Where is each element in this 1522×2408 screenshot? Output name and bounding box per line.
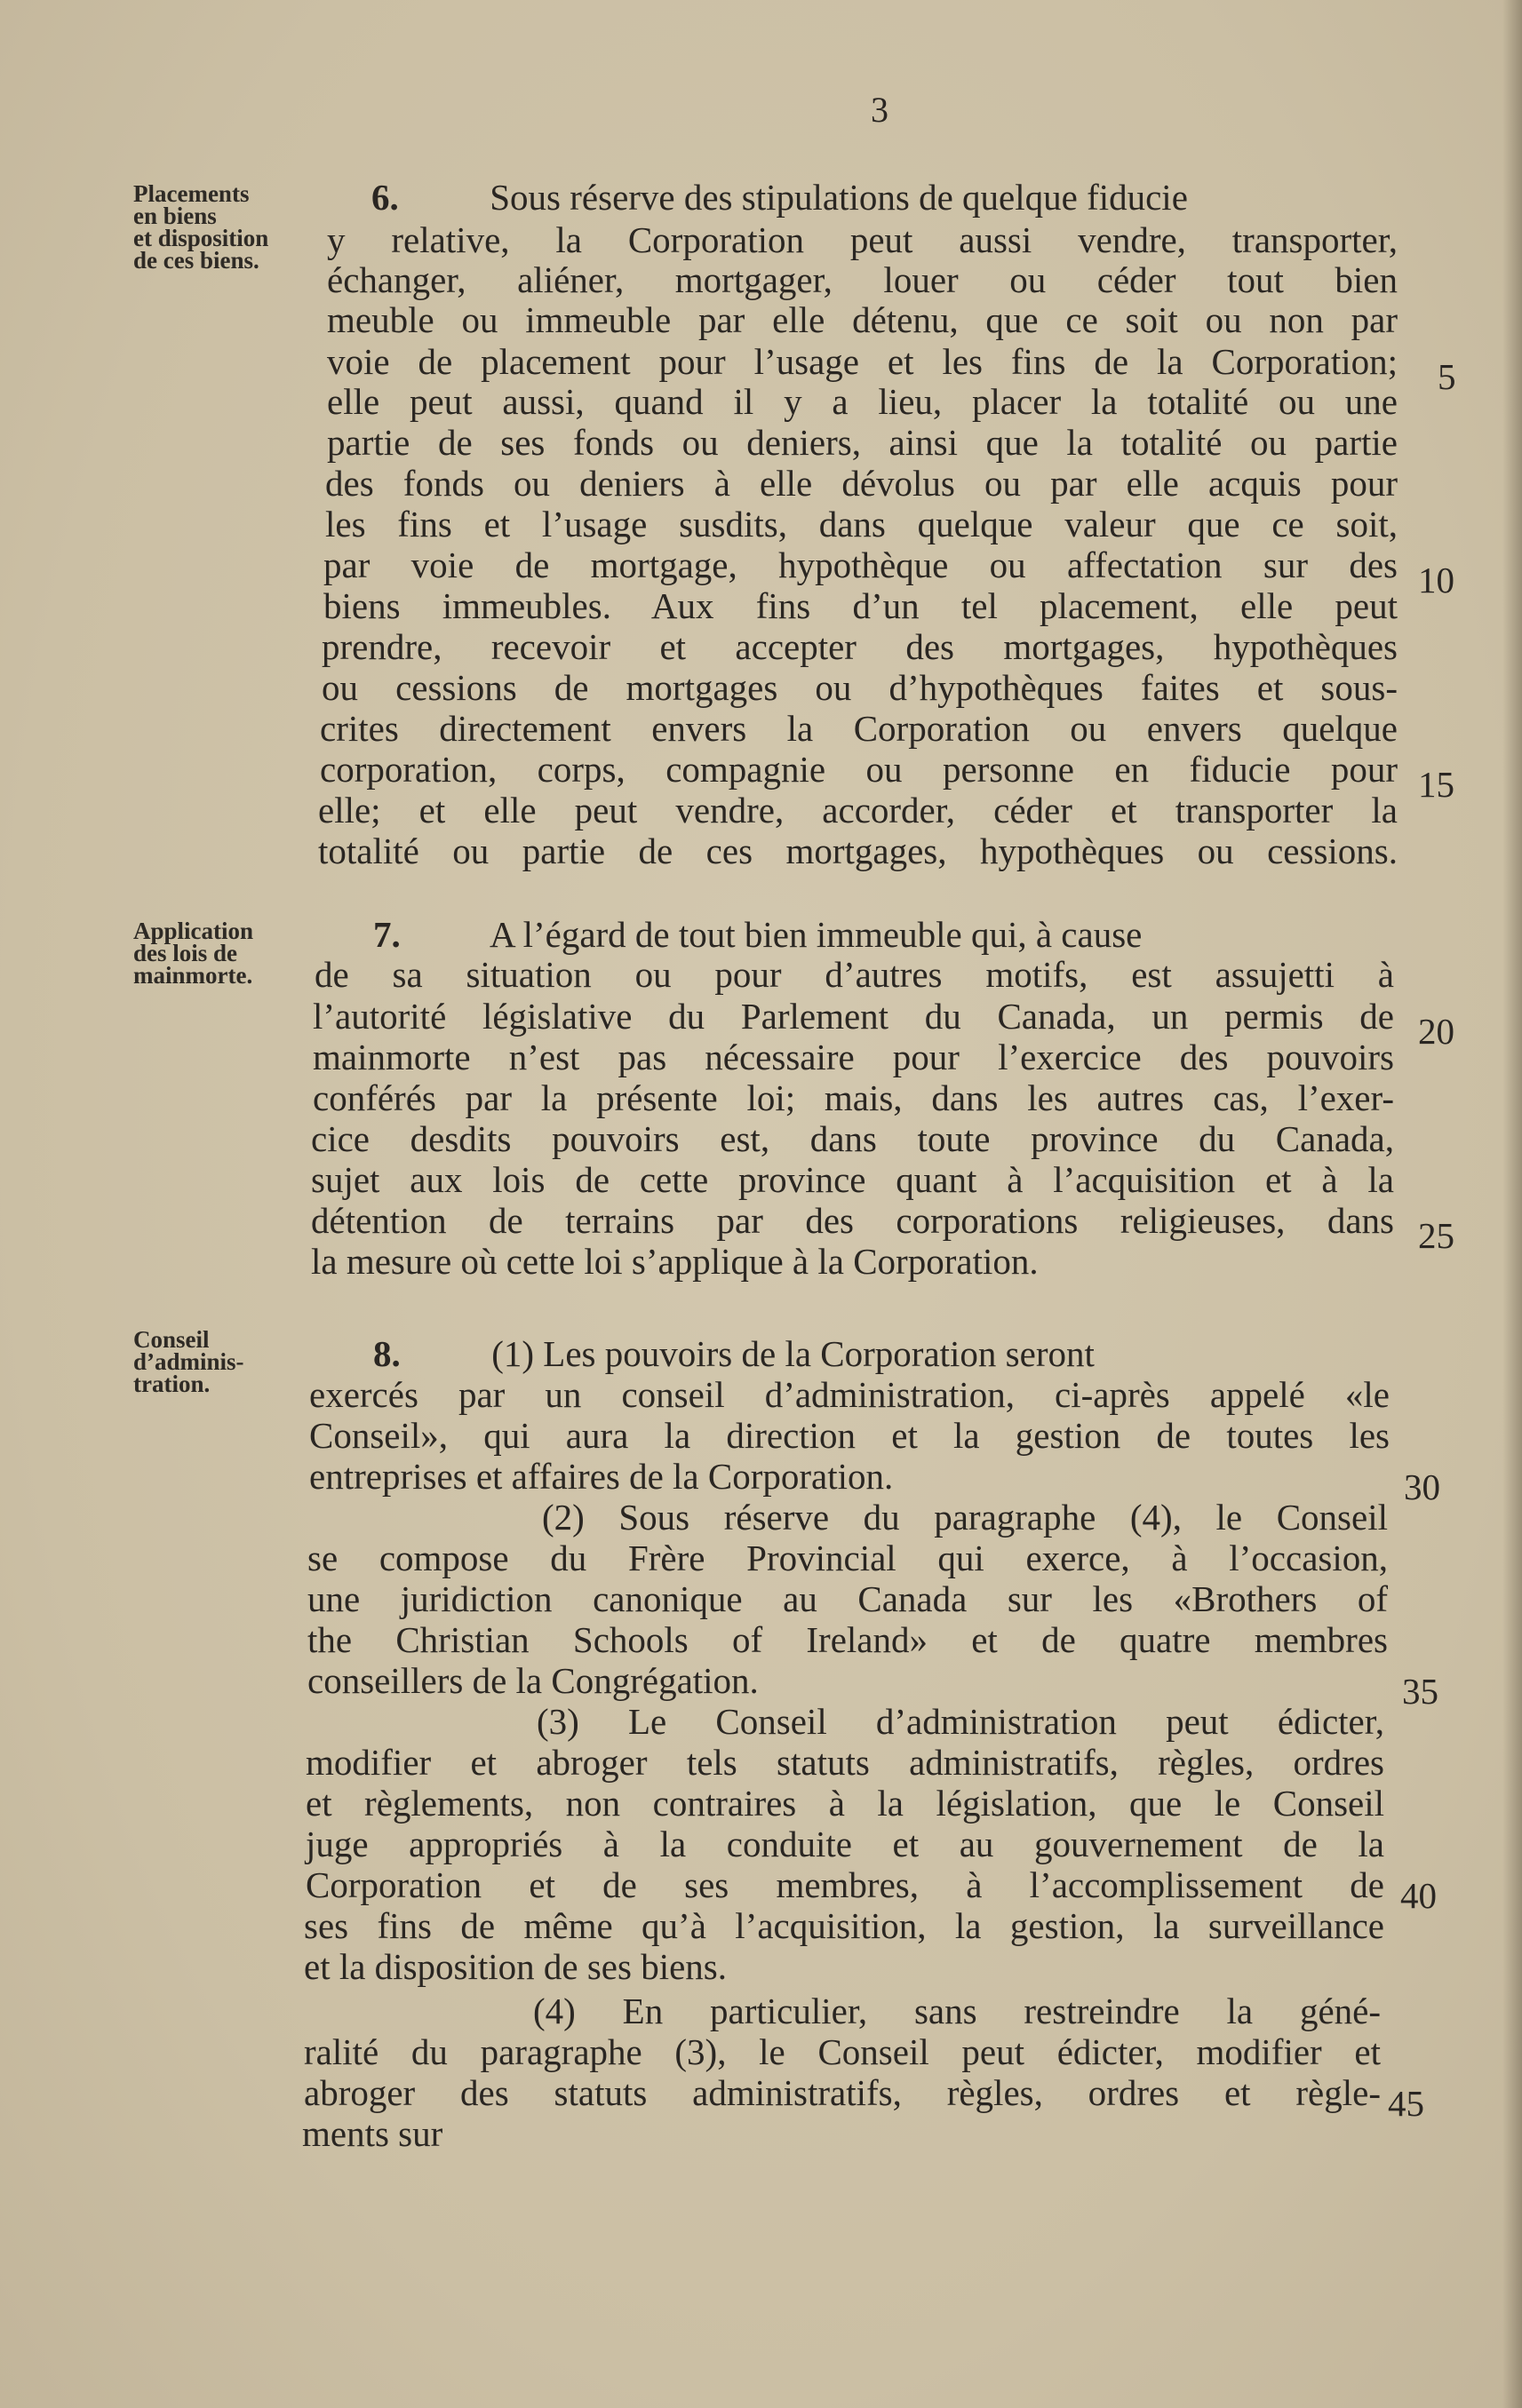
- text-line: exercés par un conseil d’administration, ci-après appelé «le: [309, 1374, 1390, 1415]
- text-line: (3) Le Conseil d’administration peut édicter,: [537, 1701, 1384, 1742]
- section-7-heading-line: [373, 913, 1142, 956]
- margin-note-line: Application: [133, 918, 254, 944]
- margin-note-line: en biens: [133, 203, 217, 229]
- line-number: 40: [1400, 1875, 1437, 1916]
- text-line: l’autorité législative du Parlement du Canada, un permis de: [313, 996, 1394, 1037]
- text-line: les fins et l’usage susdits, dans quelque valeur que ce soit,: [325, 504, 1398, 544]
- text-line: sujet aux lois de cette province quant à l’acquisition et à la: [311, 1159, 1394, 1200]
- text-line: mainmorte n’est pas nécessaire pour l’exercice des pouvoirs: [313, 1037, 1394, 1077]
- text-line: totalité ou partie de ces mortgages, hypothèques ou cessions.: [318, 830, 1398, 871]
- text-line: the Christian Schools of Ireland» et de quatre membres: [307, 1619, 1388, 1660]
- margin-note-line: et disposition: [133, 225, 269, 251]
- text-line: (2) Sous réserve du paragraphe (4), le Conseil: [542, 1497, 1388, 1538]
- text-line: elle; et elle peut vendre, accorder, céder et transporter la: [318, 790, 1398, 830]
- text-line: corporation, corps, compagnie ou personne en fiducie pour: [320, 749, 1398, 790]
- text-line: prendre, recevoir et accepter des mortgages, hypothèques: [322, 626, 1398, 667]
- section-8-heading-line: [373, 1332, 1095, 1375]
- text-line: des fonds ou deniers à elle dévolus ou par elle acquis pour: [325, 463, 1398, 504]
- text-line: meuble ou immeuble par elle détenu, que ce soit ou non par: [327, 299, 1398, 340]
- text-line: modifier et abroger tels statuts administratifs, règles, ordres: [306, 1742, 1384, 1783]
- section-number: 7.: [373, 914, 401, 955]
- text-line: ralité du paragraphe (3), le Conseil peut édicter, modifier et: [304, 2031, 1381, 2072]
- line-number: 45: [1388, 2083, 1424, 2124]
- text-line: conseillers de la Congrégation.: [307, 1660, 759, 1701]
- text-line: ou cessions de mortgages ou d’hypothèques faites et sous-: [322, 667, 1398, 708]
- text-line: ses fins de même qu’à l’acquisition, la gestion, la surveillance: [304, 1905, 1384, 1946]
- line-number: 20: [1418, 1011, 1454, 1052]
- text-line: partie de ses fonds ou deniers, ainsi que la totalité ou partie: [327, 422, 1398, 463]
- text-line: ments sur: [302, 2113, 443, 2154]
- text-line: crites directement envers la Corporation ou envers quelque: [320, 708, 1398, 749]
- margin-note-application: [133, 920, 311, 987]
- text-line: entreprises et affaires de la Corporation.: [309, 1456, 894, 1497]
- page-edge-shadow: [1502, 0, 1522, 2408]
- margin-note-line: tration.: [133, 1371, 211, 1397]
- text-line: conférés par la présente loi; mais, dans les autres cas, l’exer-: [313, 1077, 1394, 1118]
- text-line: détention de terrains par des corporations religieuses, dans: [311, 1200, 1394, 1241]
- text-line: abroger des statuts administratifs, règles, ordres et règle-: [304, 2072, 1381, 2113]
- text-line: se compose du Frère Provincial qui exerce, à l’occasion,: [307, 1538, 1388, 1578]
- text-line: échanger, aliéner, mortgager, louer ou céder tout bien: [327, 259, 1398, 300]
- line-number: 30: [1404, 1466, 1440, 1507]
- text-line: voie de placement pour l’usage et les fins de la Corporation;: [327, 341, 1398, 382]
- margin-note-line: mainmorte.: [133, 962, 253, 989]
- text-line: de sa situation ou pour d’autres motifs, est assujetti à: [315, 954, 1394, 995]
- margin-note-line: des lois de: [133, 940, 238, 966]
- section-heading-text: Sous réserve des stipulations de quelque fiducie: [398, 177, 1188, 218]
- line-number: 35: [1402, 1671, 1438, 1712]
- text-line: et la disposition de ses biens.: [304, 1946, 728, 1987]
- section-number: 8.: [373, 1333, 401, 1374]
- line-number: 25: [1418, 1215, 1454, 1256]
- margin-note-line: de ces biens.: [133, 247, 259, 274]
- text-line: et règlements, non contraires à la législation, que le Conseil: [306, 1783, 1384, 1824]
- text-line: Conseil», qui aura la direction et la gestion de toutes les: [309, 1415, 1390, 1456]
- text-line: cice desdits pouvoirs est, dans toute province du Canada,: [311, 1118, 1394, 1159]
- margin-note-placements: [133, 180, 311, 274]
- text-line: Corporation et de ses membres, à l’accomplissement de: [306, 1864, 1384, 1905]
- text-line: juge appropriés à la conduite et au gouvernement de la: [306, 1824, 1384, 1864]
- line-number: 10: [1418, 560, 1454, 600]
- page-number: 3: [871, 90, 888, 130]
- text-line: une juridiction canonique au Canada sur les «Brothers of: [307, 1578, 1388, 1619]
- margin-note-conseil: [133, 1326, 311, 1397]
- margin-note-line: d’adminis-: [133, 1348, 244, 1375]
- text-line: par voie de mortgage, hypothèque ou affectation sur des: [323, 544, 1398, 585]
- line-number: 15: [1418, 764, 1454, 805]
- line-number: 5: [1438, 356, 1456, 397]
- text-line: biens immeubles. Aux fins d’un tel placement, elle peut: [323, 585, 1398, 626]
- text-line: elle peut aussi, quand il y a lieu, placer la totalité ou une: [327, 381, 1398, 422]
- margin-note-line: Placements: [133, 180, 250, 207]
- section-number: 6.: [371, 177, 399, 218]
- section-heading-text: A l’égard de tout bien immeuble qui, à cause: [400, 914, 1143, 955]
- section-6-heading-line: [371, 176, 1188, 219]
- section-heading-text: (1) Les pouvoirs de la Corporation seront: [400, 1333, 1095, 1374]
- margin-note-line: Conseil: [133, 1326, 210, 1353]
- text-line: la mesure où cette loi s’applique à la Corporation.: [311, 1241, 1039, 1282]
- text-line: (4) En particulier, sans restreindre la géné-: [533, 1991, 1381, 2031]
- text-line: y relative, la Corporation peut aussi vendre, transporter,: [327, 219, 1398, 260]
